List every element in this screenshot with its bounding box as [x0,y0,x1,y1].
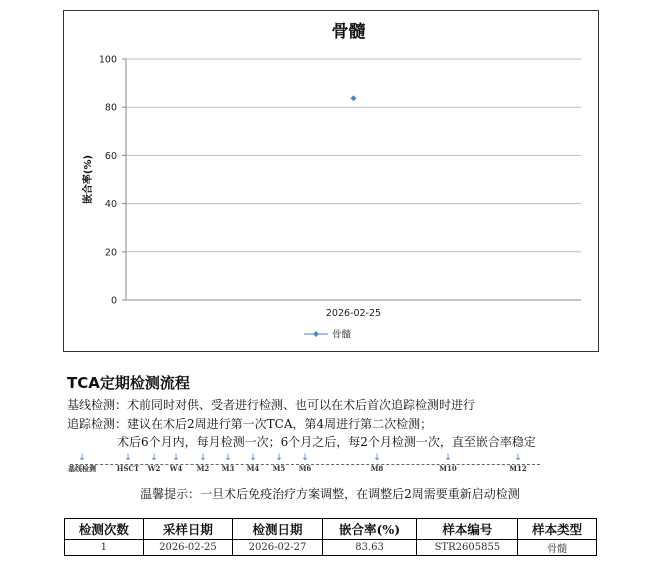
timeline-label: W2 [147,464,161,473]
y-axis-label: 嵌合率(%) [83,154,94,205]
result-table [64,518,597,556]
timeline-step [62,454,102,474]
data-point [351,95,357,101]
timeline-label: 基线检测 [68,464,96,473]
y-tick-label: 100 [98,54,117,66]
timeline-step [285,454,325,474]
col-header: 嵌合率(%) [322,519,417,540]
arrow-down-icon: ↓ [172,453,180,463]
col-header: 检测次数 [65,519,144,540]
arrow-down-icon: ↓ [444,453,452,463]
table-row [65,540,597,556]
timeline [70,454,540,480]
y-tick-label: 0 [110,295,117,307]
legend-marker [313,331,319,337]
col-header: 采样日期 [143,519,233,540]
col-header: 样本编号 [417,519,518,540]
timeline-label: W4 [169,464,183,473]
chart-svg [64,11,600,353]
chart-panel [63,10,599,352]
arrow-down-icon: ↓ [224,453,232,463]
baseline-text: 基线检测：术前同时对供、受者进行检测、也可以在术后首次追踪检测时进行 [67,398,476,412]
table-cell: STR2605855 [417,540,518,556]
legend-label: 骨髓 [332,329,352,341]
y-tick-label: 20 [104,247,117,259]
arrow-down-icon: ↓ [199,453,207,463]
table-header-row [65,519,597,540]
y-tick-label: 60 [104,150,117,162]
arrow-down-icon: ↓ [275,453,283,463]
arrow-down-icon: ↓ [249,453,257,463]
table-cell: 骨髓 [518,540,597,556]
timeline-label: HSCT [116,464,140,473]
arrow-down-icon: ↓ [373,453,381,463]
timeline-step [498,454,538,474]
table-cell: 2026-02-27 [233,540,323,556]
x-tick-label: 2026-02-25 [325,308,382,319]
arrow-down-icon: ↓ [150,453,158,463]
timeline-step [357,454,397,474]
timeline-label: M12 [509,464,527,473]
timeline-label: M8 [370,464,384,473]
y-tick-label: 80 [104,102,117,114]
arrow-down-icon: ↓ [514,453,522,463]
table-cell: 1 [65,540,144,556]
timeline-label: M5 [272,464,286,473]
table-cell: 83.63 [322,540,417,556]
warm-tip: 温馨提示：一旦术后免疫治疗方案调整，在调整后2周需要重新启动检测 [140,487,520,501]
schedule-text: 术后6个月内，每月检测一次；6个月之后，每2个月检测一次，直至嵌合率稳定 [117,435,536,449]
timeline-label: M3 [221,464,235,473]
arrow-down-icon: ↓ [124,453,132,463]
table-cell: 2026-02-25 [143,540,233,556]
timeline-label: M6 [298,464,312,473]
timeline-label: M2 [196,464,210,473]
chart-title: 骨髓 [331,22,366,42]
arrow-down-icon: ↓ [78,453,86,463]
arrow-down-icon: ↓ [301,453,309,463]
col-header: 样本类型 [518,519,597,540]
flow-title: TCA定期检测流程 [67,374,190,392]
y-tick-label: 40 [104,199,117,211]
tracking-text: 追踪检测：建议在术后2周进行第一次TCA，第4周进行第二次检测； [67,417,433,431]
timeline-step [428,454,468,474]
timeline-label: M4 [246,464,260,473]
timeline-label: M10 [439,464,457,473]
col-header: 检测日期 [233,519,323,540]
